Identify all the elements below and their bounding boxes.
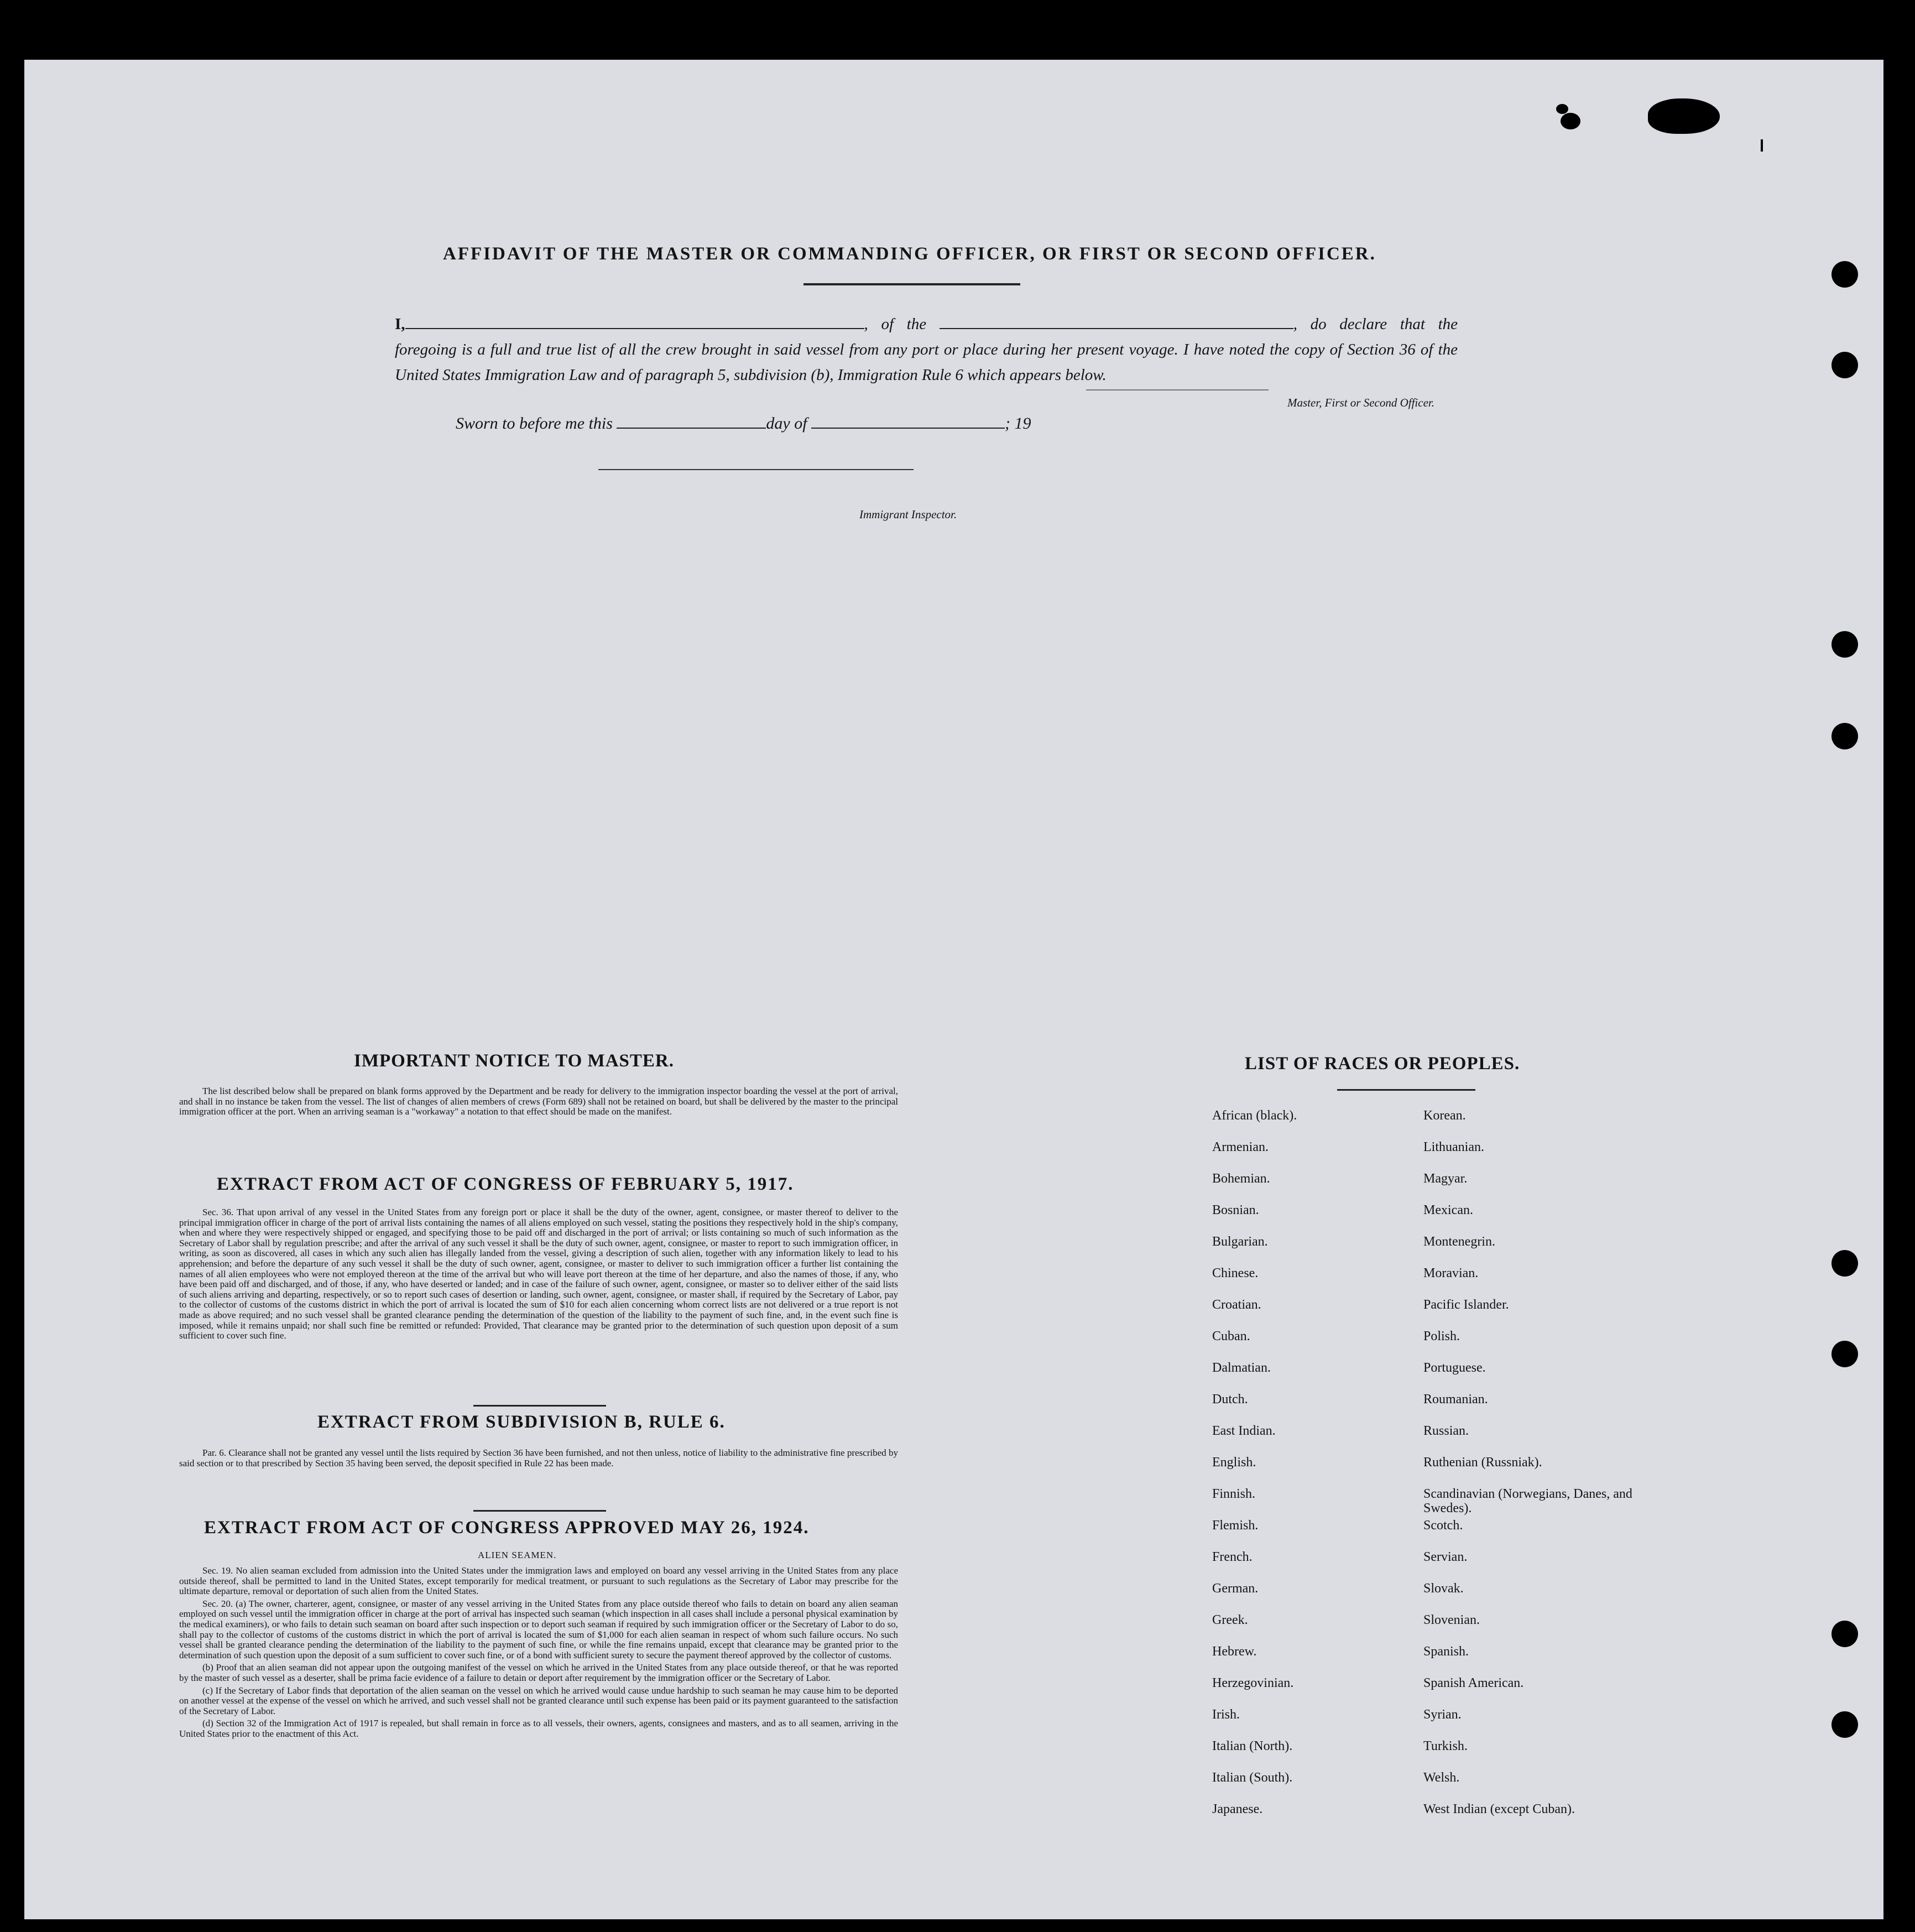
sec-20d-paragraph: (d) Section 32 of the Immigration Act of 1917 is repealed, but shall remain in force as to all vessels, their owners, agents, consignees and masters, and as to all seamen, arriving in the United States prior to the enactment of this Act. <box>179 1718 898 1739</box>
race-item: Bohemian. <box>1212 1171 1270 1186</box>
inspector-label: Immigrant Inspector. <box>859 508 957 521</box>
extract-rule6-title: EXTRACT FROM SUBDIVISION B, RULE 6. <box>317 1412 726 1432</box>
race-item: Korean. <box>1423 1108 1466 1123</box>
par-6-text: Par. 6. Clearance shall not be granted any vessel until the lists required by Section 36 have been furnished, and not then unless, notice of liability to the administrative fine prescribed by said section or to that prescribed by Section 35 having been served, the deposit specified in Rule 22 has been made. <box>179 1447 898 1468</box>
punch-hole <box>1831 1711 1858 1738</box>
sworn-year-label: ; 19 <box>1005 414 1031 433</box>
race-item: Irish. <box>1212 1707 1240 1722</box>
race-item: Slovak. <box>1423 1581 1464 1596</box>
race-item: Herzegovinian. <box>1212 1676 1294 1690</box>
sworn-prefix: Sworn to before me this <box>456 414 613 433</box>
race-item: Hebrew. <box>1212 1644 1257 1659</box>
race-item: Mexican. <box>1423 1203 1473 1217</box>
sec-19-paragraph: Sec. 19. No alien seaman excluded from admission into the United States under the immigration laws and employed on board any vessel arriving in the United States from any place outside thereof, shall be permitted to land in the United States, except temporarily for medical treatment, or pursuant to such regulations as the Secretary of Labor may prescribe for the ultimate departure, removal or deportation of such alien from the United States. <box>179 1565 898 1597</box>
race-item: Cuban. <box>1212 1329 1250 1343</box>
race-item: Roumanian. <box>1423 1392 1488 1407</box>
race-item: Italian (North). <box>1212 1739 1293 1753</box>
race-item: Bosnian. <box>1212 1203 1259 1217</box>
races-title: LIST OF RACES OR PEOPLES. <box>1245 1054 1520 1074</box>
sworn-line <box>456 414 1031 433</box>
signature-label: Master, First or Second Officer. <box>1287 396 1434 409</box>
declaration-intro: I, <box>395 315 405 333</box>
document-page <box>24 60 1883 1919</box>
ink-mark <box>1761 139 1763 152</box>
notice-text: The list described below shall be prepared on blank forms approved by the Department and be ready for delivery to the immigration inspector boarding the vessel at the port of arrival, and shall in no instance be taken from the vessel. The list of changes of alien members of crews (Form 689) shall not be retained on board, but shall be delivered by the master to the principal immigration officer at the port. When an arriving seaman is a "workaway" a notation to that effect should be made on the manifest. <box>179 1086 898 1117</box>
sec-20b-paragraph: (b) Proof that an alien seaman did not appear upon the outgoing manifest of the vessel on which he arrived in the United States from any place outside thereof, or that he was reported by the master of such vessel as a deserter, shall be prima facie evidence of a failure to detain or deport after requirement by the immigration officer or the Secretary of Labor. <box>179 1662 898 1683</box>
race-item: Dutch. <box>1212 1392 1248 1407</box>
signature-line[interactable] <box>1086 389 1269 390</box>
declaration-body: that the foregoing is a full and true list of all the crew brought in said vessel from any port or place during her present voyage. I have noted the copy of Section 36 of the United States Immigration Law and of paragraph 5, subdivision (b), Immigration Rule 6 which appears below. <box>395 315 1458 384</box>
race-item: Ruthenian (Russniak). <box>1423 1455 1542 1470</box>
race-item: Spanish American. <box>1423 1676 1524 1690</box>
race-item: Polish. <box>1423 1329 1460 1343</box>
declaration-paragraph <box>395 311 1458 388</box>
races-column-2 <box>1423 1108 1634 1834</box>
race-item: Portuguese. <box>1423 1361 1486 1375</box>
ink-blot <box>1648 98 1720 134</box>
race-item: Welsh. <box>1423 1770 1460 1785</box>
sworn-day-label: day of <box>766 414 807 433</box>
section-36-text: Sec. 36. That upon arrival of any vessel in the United States from any foreign port or place it shall be the duty of the owner, agent, consignee, or master thereof to deliver to the principal immigration officer in charge of the port of arrival lists containing the names of all aliens employed on such vessel, stating the positions they respectively hold in the ship's company, when and where they were respectively shipped or engaged, and specifying those to be paid off and discharged in the port of arrival; or lists containing so much of such information as the Secretary of Labor shall by regulation prescribe; and after the arrival of any such vessel it shall be the duty of such owner, agent, consignee, or master to report to such immigration officer, in writing, as soon as discovered, all cases in which any such alien has illegally landed from the vessel, giving a description of such alien, together with any information likely to lead to his apprehension; and before the departure of any such vessel it shall be the duty of such owner, agent, consignee, or master to deliver to such immigration officer a further list containing the names of all alien employees who were not employed thereon at the time of the arrival but who will leave port thereon at the time of her departure, and also the names of those, if any, who have been paid off and discharged, and of those, if any, who have deserted or landed; and in case of the failure of such owner, agent, consignee, or master so to deliver either of the said lists of such aliens arriving and departing, respectively, or so to report such cases of desertion or landing, such owner, agent, consignee, or master shall, if required by the Secretary of Labor, pay to the collector of customs of the customs district in which the port of arrival is located the sum of $10 for each alien concerning whom correct lists are not delivered or a true report is not made as above required; and no such vessel shall be granted clearance pending the determination of the question of the liability to the payment of such fine, and, in the event such fine is imposed, while it remains unpaid; nor shall such fine be remitted or refunded: Provided, That clearance may be granted prior to the determination of such question upon deposit of a sum sufficient to cover such fine. <box>179 1207 898 1341</box>
vessel-blank[interactable] <box>940 316 1293 329</box>
races-title-underline <box>1337 1089 1475 1091</box>
race-item: East Indian. <box>1212 1424 1276 1438</box>
race-item: French. <box>1212 1550 1253 1564</box>
extract-1924-title: EXTRACT FROM ACT OF CONGRESS APPROVED MAY 26, 1924. <box>204 1518 810 1538</box>
race-item: Italian (South). <box>1212 1770 1293 1785</box>
race-item: African (black). <box>1212 1108 1297 1123</box>
alien-seamen-text <box>179 1566 898 1742</box>
punch-hole <box>1831 1621 1858 1647</box>
race-item: Syrian. <box>1423 1707 1462 1722</box>
race-item: Greek. <box>1212 1613 1248 1627</box>
race-item: Magyar. <box>1423 1171 1468 1186</box>
race-item: Flemish. <box>1212 1518 1259 1533</box>
divider <box>473 1510 606 1512</box>
race-item: Croatian. <box>1212 1298 1261 1312</box>
race-item: Finnish. <box>1212 1487 1256 1501</box>
race-item: Servian. <box>1423 1550 1468 1564</box>
punch-hole <box>1831 261 1858 288</box>
punch-hole <box>1831 1250 1858 1277</box>
race-item: Slovenian. <box>1423 1613 1480 1627</box>
month-blank[interactable] <box>811 416 1005 429</box>
race-item: Lithuanian. <box>1423 1140 1484 1154</box>
punch-hole <box>1831 1341 1858 1367</box>
punch-hole <box>1831 723 1858 749</box>
race-item: English. <box>1212 1455 1256 1470</box>
race-item: Chinese. <box>1212 1266 1259 1280</box>
race-item: Dalmatian. <box>1212 1361 1271 1375</box>
race-item: German. <box>1212 1581 1259 1596</box>
name-blank[interactable] <box>405 316 864 329</box>
sec-20a-paragraph: Sec. 20. (a) The owner, charterer, agent, consignee, or master of any vessel arriving in the United States from any place outside thereof who fails to detain on board any alien seaman employed on such vessel until the immigration officer in charge at the port of arrival has inspected such seaman (which inspection in all cases shall include a personal physical examination by the medical examiners), or who fails to detain such seaman on board after such inspection or to deport such seaman if required by such immigration officer or the Secretary of Labor to do so, shall pay to the collector of customs of the customs district in which the port of arrival is located the sum of $1,000 for each alien seaman in respect of whom such failure occurs. No such vessel shall be granted clearance pending the determination of the liability to the payment of such fine, or while the fine remains unpaid, except that clearance may be granted prior to the determination of such question upon the deposit of a sum sufficient to cover such fine, or of a bond with sufficient surety to secure the payment thereof approved by the collector of customs. <box>179 1598 898 1660</box>
race-item: Scandinavian (Norwegians, Danes, and Swedes). <box>1423 1487 1632 1516</box>
race-item: Turkish. <box>1423 1739 1468 1753</box>
of-the-label: , of the <box>864 315 927 333</box>
race-item: Scotch. <box>1423 1518 1463 1533</box>
race-item: Bulgarian. <box>1212 1235 1268 1249</box>
sec-20c-paragraph: (c) If the Secretary of Labor finds that deportation of the alien seaman on the vessel on which he arrived would cause undue hardship to such seaman he may cause him to be deported on another vessel at the expense of the vessel on which he arrived, and such vessel shall not be granted clearance until such expense has been paid or its payment guaranteed to the satisfaction of the Secretary of Labor. <box>179 1685 898 1716</box>
race-item: West Indian (except Cuban). <box>1423 1802 1575 1816</box>
title-underline <box>803 283 1020 285</box>
declare-label: , do declare <box>1293 315 1387 333</box>
affidavit-title: AFFIDAVIT OF THE MASTER OR COMMANDING OFFICER, OR FIRST OR SECOND OFFICER. <box>443 244 1376 264</box>
ink-mark <box>1561 113 1580 129</box>
race-item: Montenegrin. <box>1423 1235 1495 1249</box>
inspector-signature-line[interactable] <box>598 469 914 470</box>
race-item: Armenian. <box>1212 1140 1269 1154</box>
race-item: Pacific Islander. <box>1423 1298 1509 1312</box>
race-item: Japanese. <box>1212 1802 1263 1816</box>
punch-hole <box>1831 631 1858 658</box>
day-blank[interactable] <box>617 416 766 429</box>
race-item: Russian. <box>1423 1424 1469 1438</box>
race-item: Spanish. <box>1423 1644 1469 1659</box>
notice-title: IMPORTANT NOTICE TO MASTER. <box>354 1051 674 1071</box>
extract-1917-title: EXTRACT FROM ACT OF CONGRESS OF FEBRUARY 5, 1917. <box>217 1174 794 1194</box>
race-item: Moravian. <box>1423 1266 1479 1280</box>
divider <box>473 1405 606 1407</box>
alien-seamen-subtitle: ALIEN SEAMEN. <box>478 1550 557 1560</box>
punch-hole <box>1831 352 1858 378</box>
ink-mark <box>1556 104 1568 114</box>
races-column-1 <box>1212 1108 1422 1834</box>
